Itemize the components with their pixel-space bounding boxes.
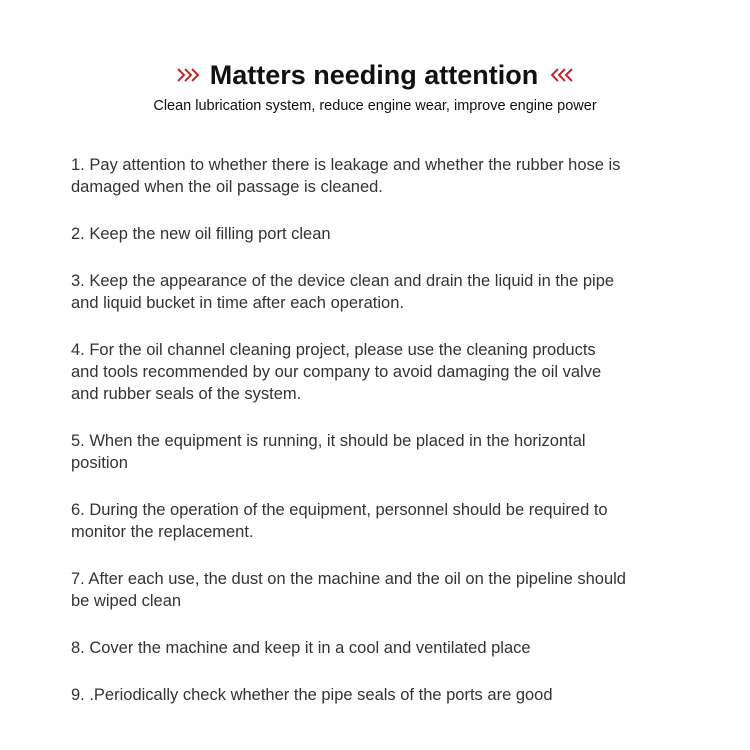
page-title: Matters needing attention xyxy=(209,60,539,90)
title-row xyxy=(0,58,750,92)
note-item-4: 4. For the oil channel cleaning project, please use the cleaning products and tools recommended by our company to avoid damaging the oil valve and rubber seals of the system. xyxy=(71,341,602,403)
note-item-6: 6. During the operation of the equipment, personnel should be required to monitor the replacement. xyxy=(71,501,608,541)
notes-list xyxy=(71,154,691,706)
note-item-7: 7. After each use, the dust on the machine and the oil on the pipeline should be wiped clean xyxy=(71,570,626,610)
page-subtitle: Clean lubrication system, reduce engine wear, improve engine power xyxy=(153,98,597,114)
note-item-2: 2. Keep the new oil filling port clean xyxy=(71,225,331,243)
note-item-8: 8. Cover the machine and keep it in a cool and ventilated place xyxy=(71,639,531,657)
double-chevron-left-icon xyxy=(546,66,574,84)
note-item-1: 1. Pay attention to whether there is leakage and whether the rubber hose is damaged when the oil passage is cleaned. xyxy=(71,156,621,196)
note-item-9: 9. .Periodically check whether the pipe seals of the ports are good xyxy=(71,686,553,704)
double-chevron-right-icon xyxy=(176,66,204,84)
note-item-5: 5. When the equipment is running, it should be placed in the horizontal position xyxy=(71,432,586,472)
header xyxy=(0,58,750,116)
note-item-3: 3. Keep the appearance of the device clean and drain the liquid in the pipe and liquid bucket in time after each operation. xyxy=(71,272,615,312)
